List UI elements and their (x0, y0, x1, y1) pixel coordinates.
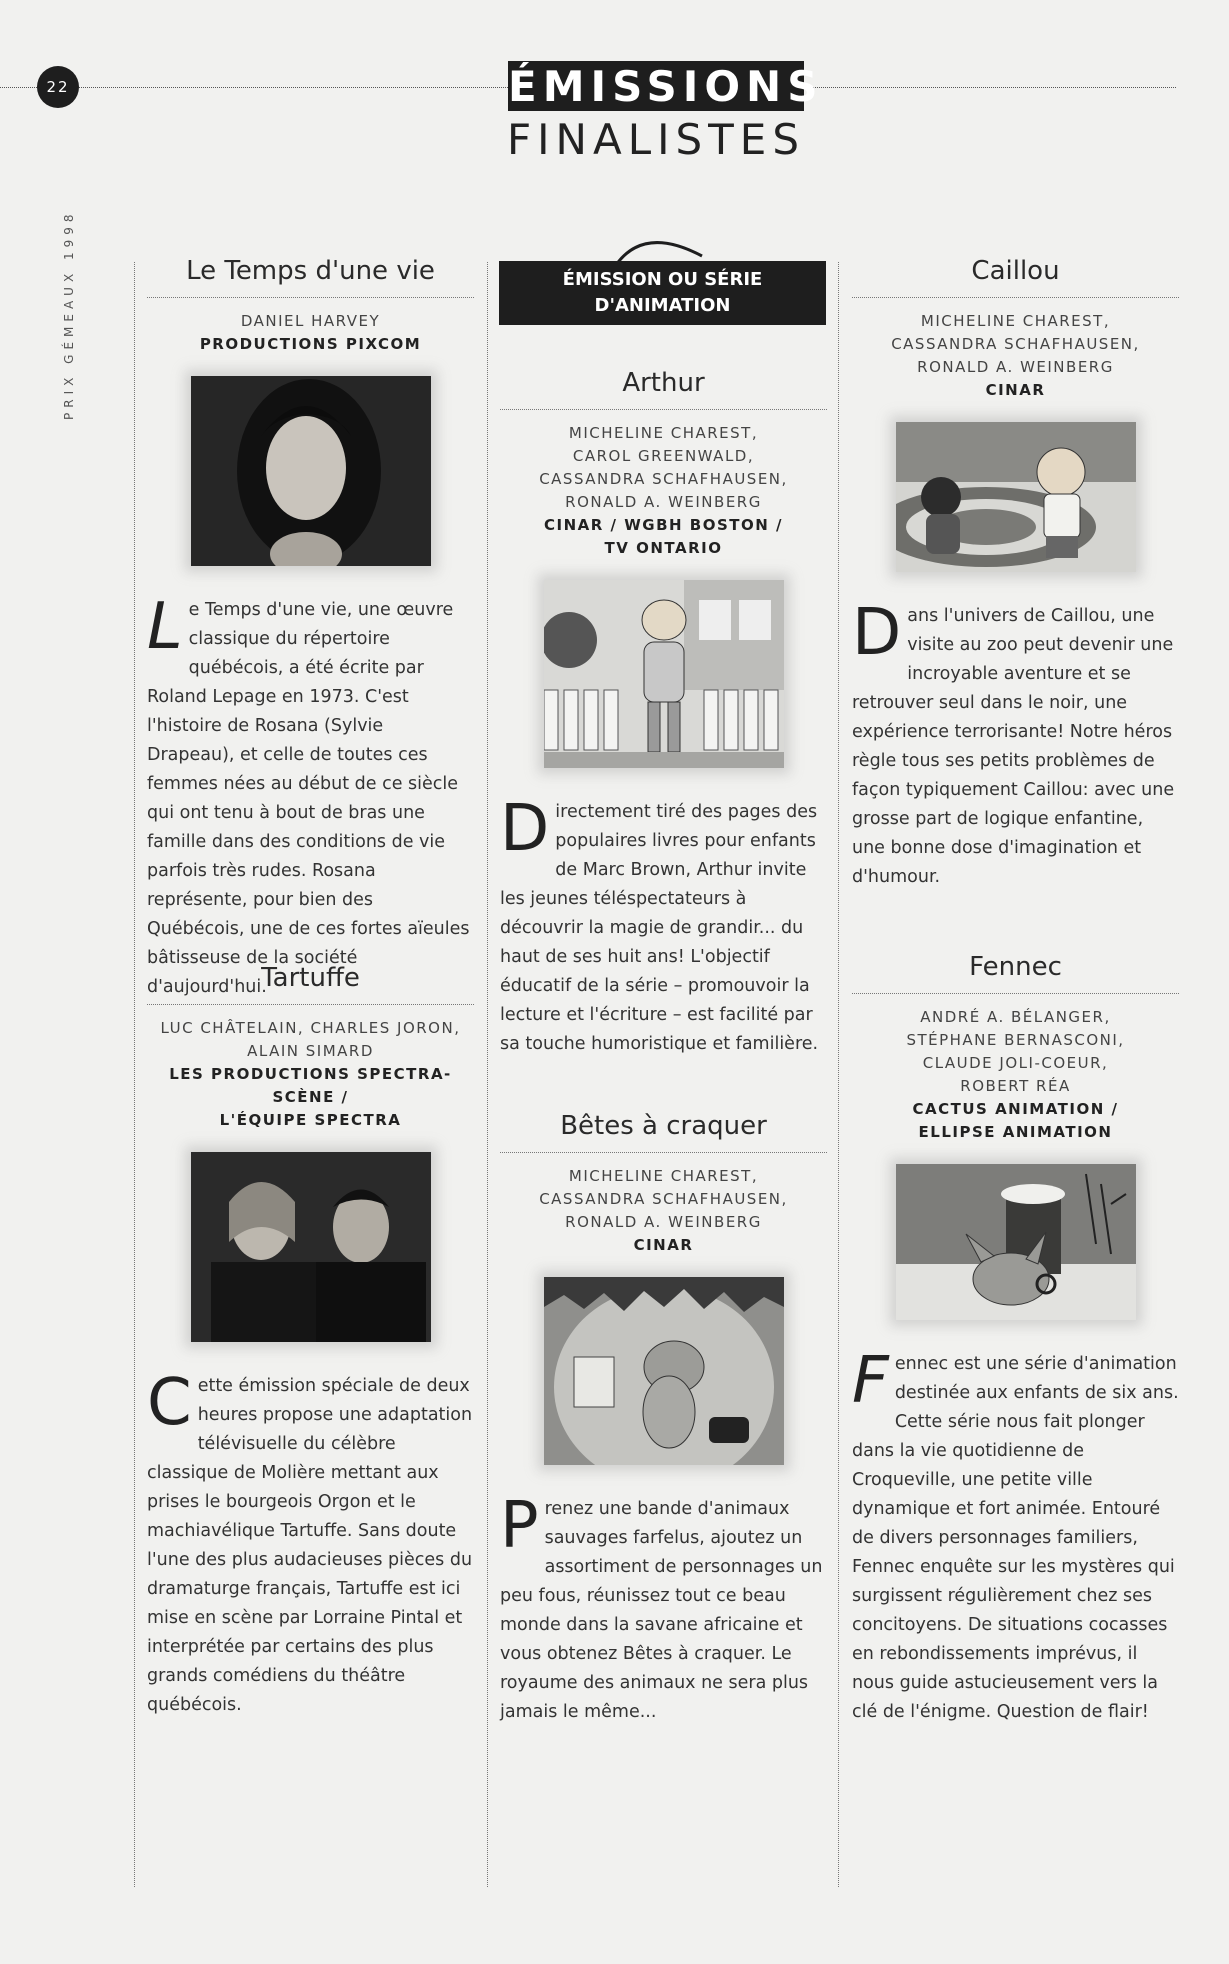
nominee-credits (852, 1006, 1179, 1144)
description-text: e Temps d'une vie, une œuvre classique du répertoire québécois, a été écrite par Roland Lepage en 1973. C'est l'histoire de Rosana (Sylvie Drapeau), et celle de toutes ces femmes nées au début de ce siècle qui ont tenu à bout de bras une famille dans des conditions de vie parfois très rudes. Rosana représente, pour bien des Québécois, une de ces fortes aïeules bâtisseuse de la société d'aujourd'hui. (147, 600, 470, 997)
nominee-photo (896, 1164, 1136, 1320)
nominee-credits (852, 310, 1179, 402)
drop-cap: P (500, 1489, 539, 1563)
nominee-description (500, 1489, 827, 1727)
producer-line: ELLIPSE ANIMATION (918, 1123, 1113, 1141)
credit-line: CASSANDRA SCHAFHAUSEN, (891, 335, 1140, 353)
nominee-description (852, 596, 1179, 892)
producer-line: PRODUCTIONS PIXCOM (199, 335, 422, 353)
nominee-photo (896, 422, 1136, 572)
nominee-betes-a-craquer (500, 1110, 827, 1727)
right-column (852, 0, 1179, 1964)
credit-line: STÉPHANE BERNASCONI, (906, 1031, 1125, 1049)
nominee-title: Arthur (500, 367, 827, 410)
producer-line: CACTUS ANIMATION / (912, 1100, 1119, 1118)
betes-photo-image (544, 1277, 784, 1465)
description-text: ans l'univers de Caillou, une visite au zoo peut devenir une incroyable aventure et se retrouver seul dans le noir, une expérience terrorisante! Notre héros règle tous ses petits problèmes de façon typiquement Caillou: avec une grosse part de logique enfantine, une bonne dose d'imagination et d'humour. (852, 606, 1175, 887)
producer-line: L'ÉQUIPE SPECTRA (219, 1111, 402, 1129)
portrait-photo-image (191, 376, 431, 566)
fennec-photo-image (896, 1164, 1136, 1320)
nominee-fennec (852, 951, 1179, 1727)
middle-column (500, 0, 827, 1964)
credit-line: ALAIN SIMARD (247, 1042, 374, 1060)
page-title: ÉMISSIONS (508, 62, 824, 111)
left-column (147, 0, 474, 1964)
credit-line: RONALD A. WEINBERG (917, 358, 1114, 376)
nominee-title: Tartuffe (147, 962, 474, 1005)
credit-line: MICHELINE CHAREST, (568, 1167, 759, 1185)
description-text: irectement tiré des pages des populaires livres pour enfants de Marc Brown, Arthur invite les jeunes téléspectateurs à découvrir la magie de grandir... du haut de ses huit ans! L'objectif éducatif de la série – promouvoir la lecture et l'écriture – est facilité par sa touche humoristique et familière. (500, 802, 819, 1054)
description-text: ette émission spéciale de deux heures propose une adaptation télévisuelle du célèbre classique de Molière mettant aux prises le bourgeois Orgon et le machiavélique Tartuffe. Sans doute l'une des plus audacieuses pièces du dramaturge français, Tartuffe est ici mise en scène par Lorraine Pintal et interprétée par certains des plus grands comédiens du théâtre québécois. (147, 1376, 473, 1715)
credit-line: CASSANDRA SCHAFHAUSEN, (539, 1190, 788, 1208)
nominee-photo (191, 376, 431, 566)
drop-cap: D (852, 596, 902, 670)
credit-line: RONALD A. WEINBERG (565, 493, 762, 511)
nominee-description (500, 792, 827, 1059)
column-divider-1 (134, 262, 135, 1887)
credit-line: CAROL GREENWALD, (572, 447, 755, 465)
nominee-credits (500, 1165, 827, 1257)
credit-line: MICHELINE CHAREST, (568, 424, 759, 442)
nominee-caillou (852, 255, 1179, 892)
nominee-title: Caillou (852, 255, 1179, 298)
producer-line: CINAR / WGBH BOSTON / (543, 516, 784, 534)
producer-line: CINAR (633, 1236, 694, 1254)
nominee-title: Bêtes à craquer (500, 1110, 827, 1153)
nominee-tartuffe (147, 962, 474, 1720)
nominee-photo (544, 1277, 784, 1465)
nominee-photo (191, 1152, 431, 1342)
drop-cap: L (147, 590, 183, 664)
nominee-credits (147, 310, 474, 356)
credit-line: ROBERT RÉA (960, 1077, 1071, 1095)
category-line-1: ÉMISSION OU SÉRIE (562, 269, 763, 290)
caillou-photo-image (896, 422, 1136, 572)
category-line-2: D'ANIMATION (594, 295, 731, 316)
credit-line: MICHELINE CHAREST, (920, 312, 1111, 330)
nominee-credits (147, 1017, 474, 1132)
nominee-photo (544, 580, 784, 768)
page-subtitle: FINALISTES (507, 115, 805, 164)
credit-line: LUC CHÂTELAIN, CHARLES JORON, (160, 1019, 461, 1037)
description-text: ennec est une série d'animation destinée aux enfants de six ans. Cette série nous fait plonger dans la vie quotidienne de Croqueville, une petite ville dynamique et fort animée. Entouré de divers personnages familiers, Fennec enquête sur les mystères qui surgissent régulièrement chez ses concitoyens. De situations cocasses en rebondissements imprévus, il nous guide astucieusement vers la clé de l'énigme. Question de flair! (852, 1354, 1179, 1722)
nominee-credits (500, 422, 827, 560)
credit-line: DANIEL HARVEY (240, 312, 381, 330)
drop-cap: C (147, 1366, 192, 1440)
credit-line: RONALD A. WEINBERG (565, 1213, 762, 1231)
tartuffe-photo-image (191, 1152, 431, 1342)
arthur-photo-image (544, 580, 784, 768)
column-divider-3 (838, 262, 839, 1887)
producer-line: TV ONTARIO (604, 539, 723, 557)
nominee-description (147, 1366, 474, 1720)
credit-line: CASSANDRA SCHAFHAUSEN, (539, 470, 788, 488)
page-number: 22 (37, 66, 79, 108)
drop-cap: D (500, 792, 550, 866)
nominee-title: Le Temps d'une vie (147, 255, 474, 298)
side-label: PRIX GÉMEAUX 1998 (62, 209, 76, 421)
credit-line: CLAUDE JOLI-COEUR, (922, 1054, 1109, 1072)
nominee-le-temps-d-une-vie (147, 255, 474, 1002)
header-rule-left (0, 87, 37, 88)
producer-line: LES PRODUCTIONS SPECTRA-SCÈNE / (169, 1065, 452, 1106)
producer-line: CINAR (985, 381, 1046, 399)
column-divider-2 (487, 262, 488, 1887)
nominee-description (852, 1344, 1179, 1727)
nominee-description (147, 590, 474, 1002)
nominee-title: Fennec (852, 951, 1179, 994)
credit-line: ANDRÉ A. BÉLANGER, (920, 1008, 1111, 1026)
drop-cap: F (852, 1344, 889, 1418)
nominee-arthur (500, 367, 827, 1059)
description-text: renez une bande d'animaux sauvages farfelus, ajoutez un assortiment de personnages un peu fous, réunissez tout ce beau monde dans la savane africaine et vous obtenez Bêtes à craquer. Le royaume des animaux ne sera plus jamais le même... (500, 1499, 823, 1722)
